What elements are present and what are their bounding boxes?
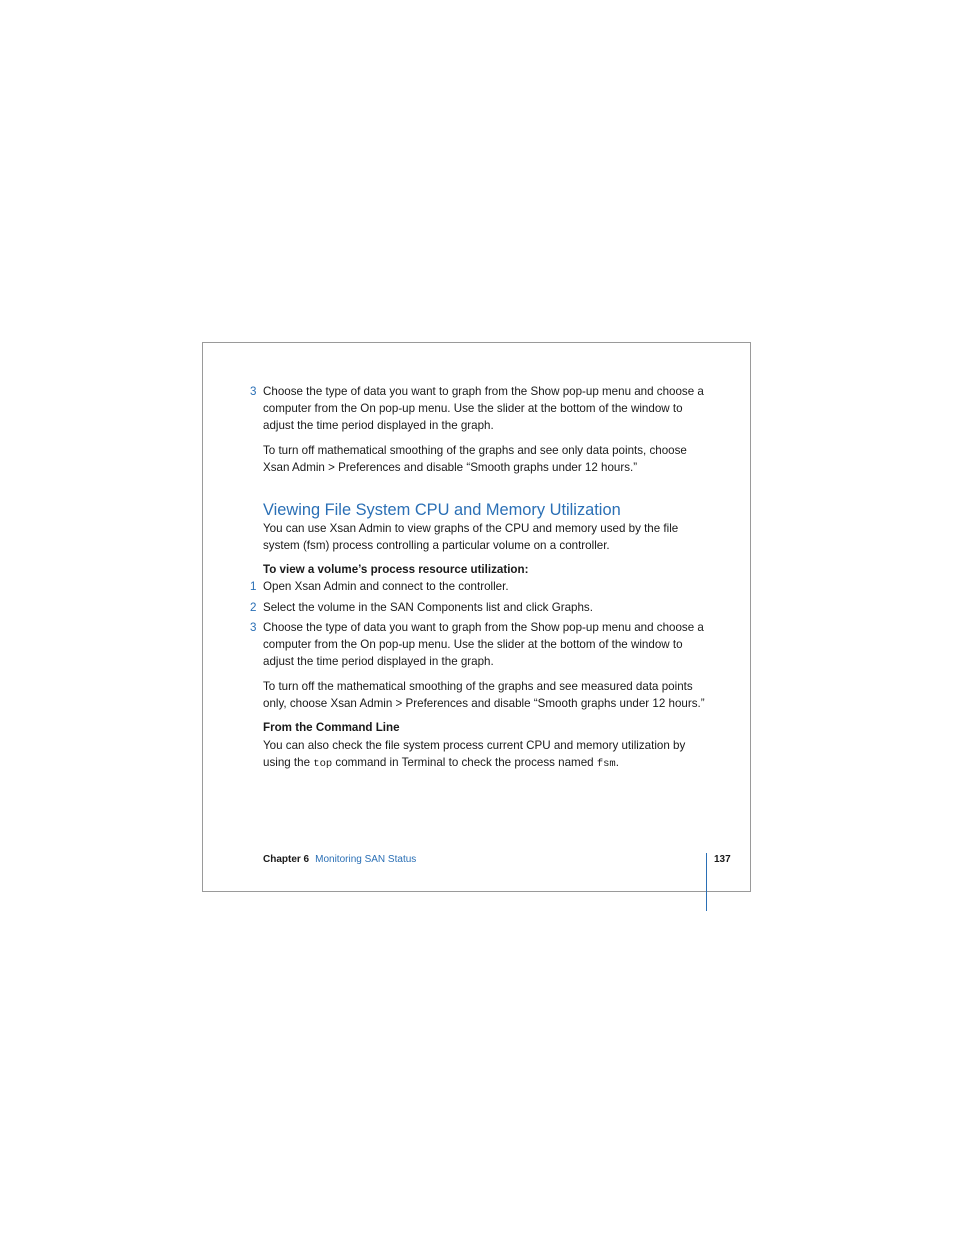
page-number: 137 [714, 854, 731, 865]
section-heading: Viewing File System CPU and Memory Utilization [263, 501, 621, 519]
step-3 [250, 619, 713, 670]
paragraph-line: You can also check the file system process current CPU and memory utilization by [263, 739, 686, 752]
text-run: using the [263, 756, 314, 769]
step-number: 3 [250, 621, 257, 634]
paragraph-line [263, 754, 713, 773]
chapter-title: Monitoring SAN Status [315, 854, 417, 865]
step-number: 2 [250, 601, 257, 614]
task-heading-text: To view a volume’s process resource utilization: [263, 563, 529, 576]
chapter-number: Chapter 6 [263, 854, 310, 865]
step-number: 1 [250, 580, 257, 593]
paragraph-line: To turn off mathematical smoothing of the graphs and see only data points, choose [263, 444, 687, 457]
paragraph-line: system (fsm) process controlling a particular volume on a controller. [263, 539, 610, 552]
step-number: 3 [250, 385, 257, 398]
paragraph-line: Xsan Admin > Preferences and disable “Smooth graphs under 12 hours.” [263, 461, 638, 474]
smoothing-note-2 [263, 678, 713, 712]
text-run: command in Terminal to check the process named [332, 756, 597, 769]
footer-chapter [263, 853, 416, 867]
task-heading [263, 561, 713, 578]
step-text-line: Select the volume in the SAN Components list and click Graphs. [263, 601, 593, 614]
cli-paragraph [263, 737, 713, 773]
code-top: top [313, 758, 333, 770]
step-1 [250, 578, 713, 595]
footer-divider [706, 853, 707, 911]
step-text-line: computer from the On pop-up menu. Use the slider at the bottom of the window to [263, 638, 683, 651]
step-text-line: adjust the time period displayed in the graph. [263, 419, 494, 432]
step-2 [250, 599, 713, 616]
step-3-top [250, 383, 713, 434]
paragraph-line: To turn off the mathematical smoothing of the graphs and see measured data points [263, 680, 693, 693]
step-text-line: Choose the type of data you want to graph from the Show pop-up menu and choose a [263, 385, 704, 398]
paragraph-line: only, choose Xsan Admin > Preferences and disable “Smooth graphs under 12 hours.” [263, 697, 705, 710]
text-run: . [615, 756, 619, 769]
paragraph-line: You can use Xsan Admin to view graphs of the CPU and memory used by the file [263, 522, 679, 535]
cli-heading [263, 719, 713, 736]
cli-heading-text: From the Command Line [263, 721, 400, 734]
code-fsm: fsm [596, 758, 616, 770]
smoothing-note-1 [263, 442, 713, 476]
section-intro [263, 520, 713, 554]
step-text-line: Choose the type of data you want to graph from the Show pop-up menu and choose a [263, 621, 704, 634]
step-text-line: Open Xsan Admin and connect to the controller. [263, 580, 509, 593]
step-text-line: adjust the time period displayed in the graph. [263, 655, 494, 668]
step-text-line: computer from the On pop-up menu. Use the slider at the bottom of the window to [263, 402, 683, 415]
